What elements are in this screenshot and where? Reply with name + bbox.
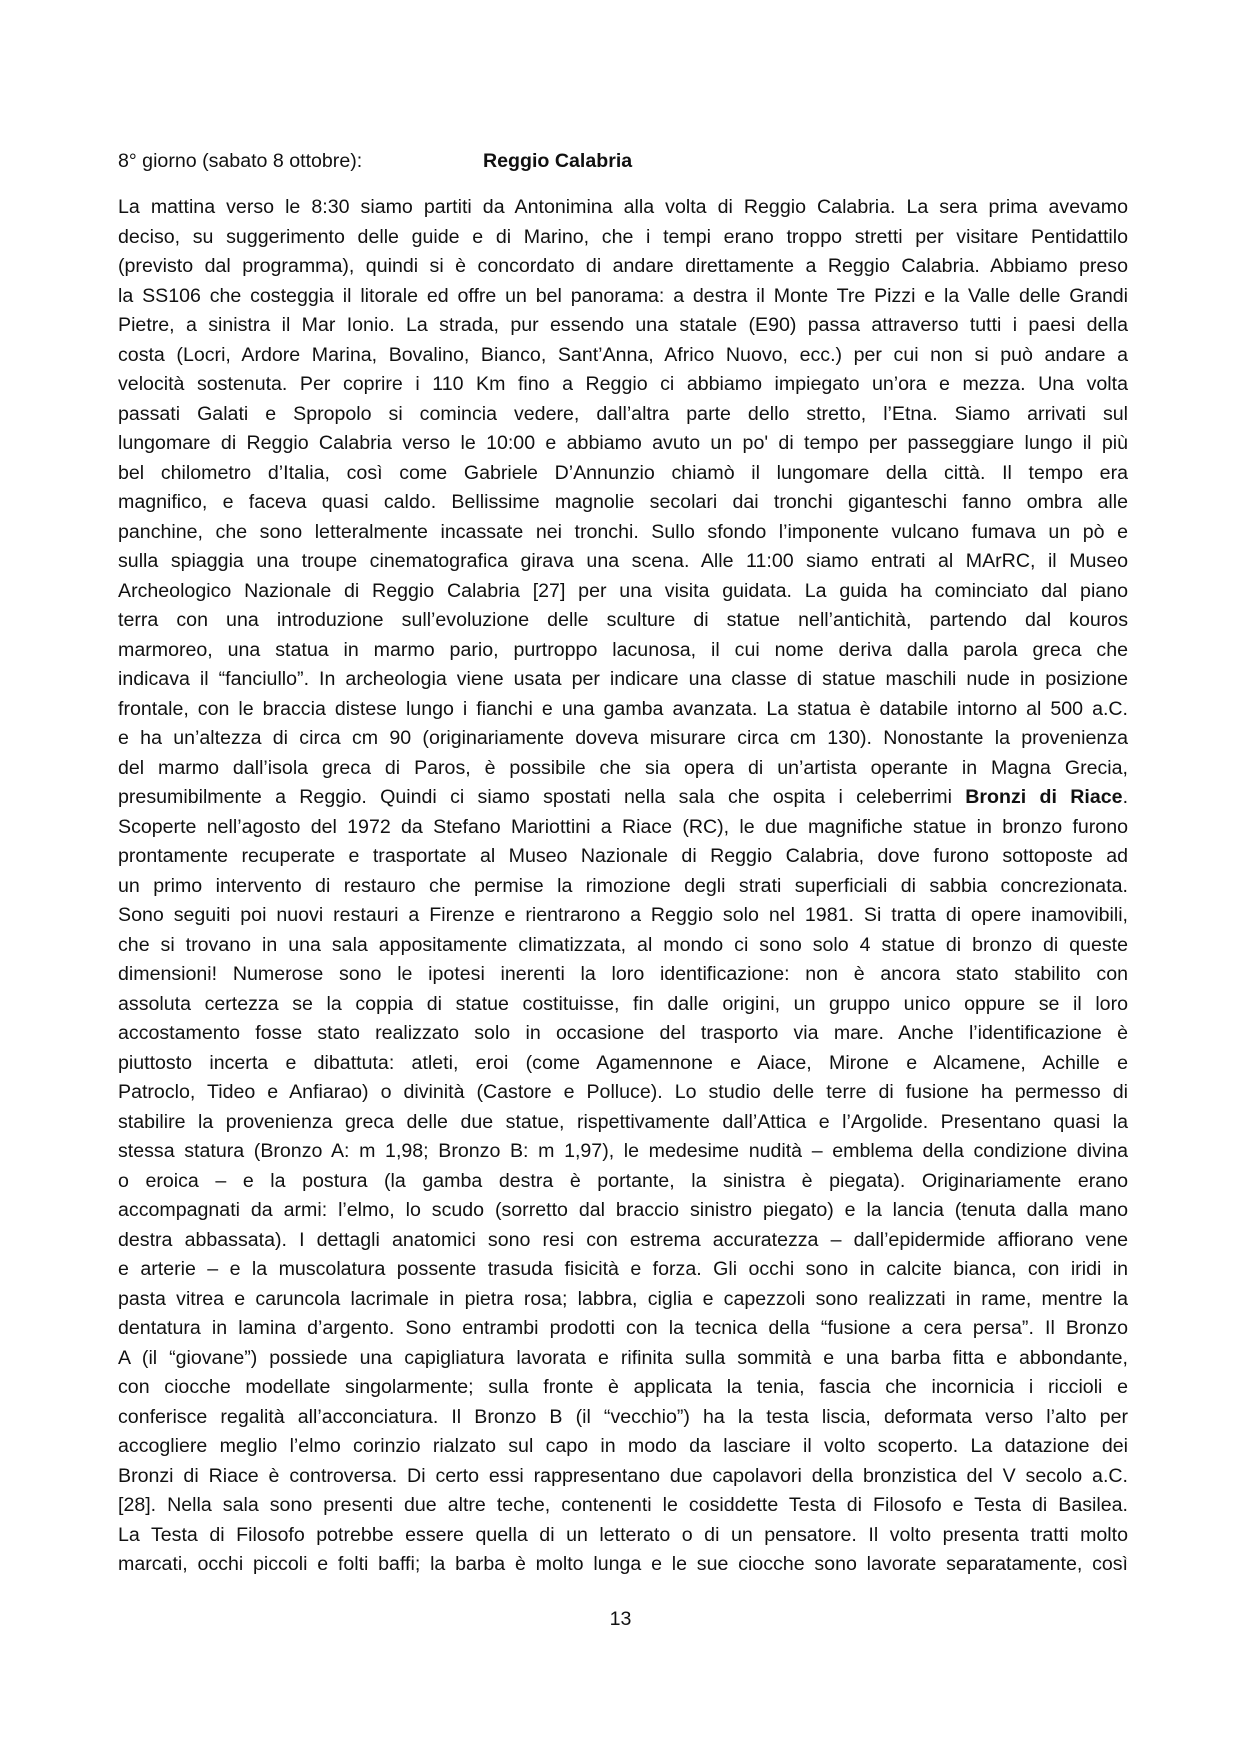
text-line-content: accogliere meglio l’elmo corinzio rialzato sul capo in modo da lasciare il volto scoperto. La datazione dei bbox=[118, 1435, 1128, 1457]
text-line bbox=[118, 1550, 1128, 1580]
text-line-content: terra con una introduzione sull’evoluzione delle sculture di statue nell’antichità, partendo dal kouros bbox=[118, 609, 1128, 631]
text-line-content: panchine, che sono letteralmente incassate nei tronchi. Sullo sfondo l’imponente vulcano fumava un pò e bbox=[118, 520, 1128, 543]
text-line bbox=[118, 1403, 1128, 1433]
text-line-content: marmoreo, una statua in marmo pario, purtroppo lacunosa, il cui nome deriva dalla parola greca che bbox=[118, 638, 1128, 661]
text-line bbox=[118, 1167, 1128, 1197]
text-line bbox=[118, 842, 1128, 872]
text-line-content: (previsto dal programma), quindi si è concordato di andare direttamente a Reggio Calabria. Abbiamo preso bbox=[118, 255, 1128, 277]
text-line bbox=[118, 1137, 1128, 1167]
text-line-content: Patroclo, Tideo e Anfiarao) o divinità (Castore e Polluce). Lo studio delle terre di fusione ha permesso di bbox=[118, 1081, 1128, 1103]
text-line bbox=[118, 1521, 1128, 1551]
text-line-content: velocità sostenuta. Per coprire i 110 Km fino a Reggio ci abbiamo impiegato un’ora e mezza. Una volta bbox=[118, 373, 1128, 395]
text-line bbox=[118, 695, 1128, 725]
text-line-content: stabilire la provenienza greca delle due statue, rispettivamente dall’Attica e l’Argolide. Presentano quasi la bbox=[118, 1110, 1128, 1133]
text-line-content: pasta vitrea e caruncola lacrimale in pietra rosa; labbra, ciglia e capezzoli sono realizzati in rame, mentre la bbox=[118, 1287, 1128, 1310]
text-line-content: accompagnati da armi: l’elmo, lo scudo (sorretto dal braccio sinistro piegato) e la lancia (tenuta dalla mano bbox=[118, 1199, 1128, 1221]
text-line-content: [28]. Nella sala sono presenti due altre teche, contenenti le cosiddette Testa di Filosofo e Testa di Basilea. bbox=[118, 1494, 1128, 1516]
text-line bbox=[118, 1373, 1128, 1403]
text-line bbox=[118, 282, 1128, 312]
bold-term-suffix: . bbox=[1122, 786, 1129, 808]
text-line bbox=[118, 193, 1128, 223]
text-line bbox=[118, 636, 1128, 666]
text-line bbox=[118, 813, 1128, 843]
text-line-content: prontamente recuperate e trasportate al Museo Nazionale di Reggio Calabria, dove furono sottoposte ad bbox=[118, 845, 1128, 867]
text-line-content: costa (Locri, Ardore Marina, Bovalino, Bianco, Sant’Anna, Africo Nuovo, ecc.) per cui non si può andare a bbox=[118, 343, 1128, 366]
text-line bbox=[118, 606, 1128, 636]
text-line-content: stessa statura (Bronzo A: m 1,98; Bronzo B: m 1,97), le medesime nudità – emblema della condizione divina bbox=[118, 1140, 1128, 1162]
text-line bbox=[118, 547, 1128, 577]
bold-term: Bronzi di Riace bbox=[965, 786, 1123, 808]
text-line bbox=[118, 370, 1128, 400]
text-line bbox=[118, 1285, 1128, 1315]
text-line-content: e ha un’altezza di circa cm 90 (originariamente doveva misurare circa cm 130). Nonostante la provenienza bbox=[118, 727, 1128, 749]
text-line-content: La Testa di Filosofo potrebbe essere quella di un letterato o di un pensatore. Il volto presenta tratti molto bbox=[118, 1523, 1128, 1546]
text-line-content: accostamento fosse stato realizzato solo in occasione del trasporto via mare. Anche l’identificazione è bbox=[118, 1022, 1128, 1044]
text-line bbox=[118, 311, 1128, 341]
text-line bbox=[118, 1226, 1128, 1256]
day-place: Reggio Calabria bbox=[483, 150, 633, 172]
text-line-content: conferisce regalità all’acconciatura. Il Bronzo B (il “vecchio”) ha la testa liscia, deformata verso l’alto per bbox=[118, 1405, 1128, 1428]
text-line bbox=[118, 1019, 1128, 1049]
text-line-content: o eroica – e la postura (la gamba destra è portante, la sinistra è piegata). Originariamente erano bbox=[118, 1169, 1128, 1192]
text-line-content: presumibilmente a Reggio. Quindi ci siamo spostati nella sala che ospita i celeberrimi bbox=[118, 786, 966, 808]
text-line bbox=[118, 901, 1128, 931]
text-line-content: piuttosto incerta e dibattuta: atleti, eroi (come Agamennone e Aiace, Mirone e Alcamene, Achille e bbox=[118, 1051, 1128, 1074]
text-line bbox=[118, 518, 1128, 548]
text-line-content: sulla spiaggia una troupe cinematografica girava una scena. Alle 11:00 siamo entrati al MArRC, il Museo bbox=[118, 550, 1128, 572]
text-line bbox=[118, 1078, 1128, 1108]
text-line-content: indicava il “fanciullo”. In archeologia viene usata per indicare una classe di statue maschili nude in posizione bbox=[118, 668, 1128, 690]
text-line bbox=[118, 1196, 1128, 1226]
text-line-content: La mattina verso le 8:30 siamo partiti da Antonimina alla volta di Reggio Calabria. La sera prima avevamo bbox=[118, 196, 1128, 218]
text-line bbox=[118, 724, 1128, 754]
text-line bbox=[118, 488, 1128, 518]
text-line bbox=[118, 1344, 1128, 1374]
text-line bbox=[118, 1491, 1128, 1521]
text-line-content: bel chilometro d’Italia, così come Gabriele D’Annunzio chiamò il lungomare della città. Il tempo era bbox=[118, 461, 1128, 484]
text-line-content: deciso, su suggerimento delle guide e di Marino, che i tempi erano troppo stretti per visitare Pentidattilo bbox=[118, 225, 1128, 248]
text-line bbox=[118, 1255, 1128, 1285]
text-line bbox=[118, 459, 1128, 489]
text-line bbox=[118, 1049, 1128, 1079]
text-line bbox=[118, 400, 1128, 430]
text-line-content: A (il “giovane”) possiede una capigliatura lavorata e rifinita sulla sommità e una barba fitta e abbondante, bbox=[118, 1346, 1128, 1369]
text-line-content: frontale, con le braccia distese lungo i fianchi e una gamba avanzata. La statua è databile intorno al 500 a.C. bbox=[118, 697, 1128, 720]
text-line bbox=[118, 1462, 1128, 1492]
text-line-content: marcati, occhi piccoli e folti baffi; la barba è molto lunga e le sue ciocche sono lavorate separatamente, così bbox=[118, 1553, 1128, 1575]
text-line bbox=[118, 931, 1128, 961]
text-line bbox=[118, 754, 1128, 784]
text-line-content: passati Galati e Spropolo si comincia vedere, dall’altra parte dello stretto, l’Etna. Siamo arrivati sul bbox=[118, 402, 1128, 425]
body-paragraph bbox=[118, 193, 1128, 1580]
text-line-content: magnifico, e faceva quasi caldo. Bellissime magnolie secolari dai tronchi giganteschi fanno ombra alle bbox=[118, 491, 1128, 513]
text-line-content: e arterie – e la muscolatura possente trasuda fisicità e forza. Gli occhi sono in calcite bianca, con iridi in bbox=[118, 1258, 1128, 1280]
text-line-content: Archeologico Nazionale di Reggio Calabria [27] per una visita guidata. La guida ha cominciato dal piano bbox=[118, 579, 1128, 602]
text-line-content: con ciocche modellate singolarmente; sulla fronte è applicata la tenia, fascia che incornicia i riccioli e bbox=[118, 1376, 1128, 1398]
text-line bbox=[118, 341, 1128, 371]
text-line bbox=[118, 783, 1128, 813]
text-line bbox=[118, 252, 1128, 282]
text-line bbox=[118, 872, 1128, 902]
text-line bbox=[118, 665, 1128, 695]
text-line-content: dimensioni! Numerose sono le ipotesi inerenti la loro identificazione: non è ancora stato stabilito con bbox=[118, 963, 1128, 985]
text-line-content: del marmo dall’isola greca di Paros, è possibile che sia opera di un’artista operante in Magna Grecia, bbox=[118, 756, 1128, 779]
text-line bbox=[118, 1432, 1128, 1462]
text-line-content: Bronzi di Riace è controversa. Di certo essi rappresentano due capolavori della bronzistica del V secolo a.C. bbox=[118, 1464, 1128, 1487]
day-date: 8° giorno (sabato 8 ottobre): bbox=[118, 150, 363, 172]
text-line-content: lungomare di Reggio Calabria verso le 10:00 e abbiamo avuto un po' di tempo per passeggiare lungo il più bbox=[118, 432, 1128, 454]
text-line-content: destra abbassata). I dettagli anatomici sono resi con estrema accuratezza – dall’epidermide affiorano vene bbox=[118, 1228, 1128, 1251]
text-line-content: la SS106 che costeggia il litorale ed offre un bel panorama: a destra il Monte Tre Pizzi e la Valle delle Grandi bbox=[118, 284, 1128, 307]
text-line bbox=[118, 990, 1128, 1020]
text-line-content: Pietre, a sinistra il Mar Ionio. La strada, pur essendo una statale (E90) passa attraverso tutti i paesi della bbox=[118, 314, 1128, 336]
text-line bbox=[118, 1314, 1128, 1344]
text-line-content: dentatura in lamina d’argento. Sono entrambi prodotti con la tecnica della “fusione a cera persa”. Il Bronzo bbox=[118, 1317, 1128, 1339]
text-line-content: che si trovano in una sala appositamente climatizzata, al mondo ci sono solo 4 statue di bronzo di queste bbox=[118, 933, 1128, 956]
text-line bbox=[118, 577, 1128, 607]
text-line bbox=[118, 429, 1128, 459]
text-line-content: Sono seguiti poi nuovi restauri a Firenze e rientrarono a Reggio solo nel 1981. Si tratta di opere inamovibili, bbox=[118, 904, 1128, 926]
text-line bbox=[118, 1108, 1128, 1138]
page-number: 13 bbox=[609, 1608, 632, 1630]
text-line bbox=[118, 223, 1128, 253]
text-line-content: Scoperte nell’agosto del 1972 da Stefano Mariottini a Riace (RC), le due magnifiche statue in bronzo furono bbox=[118, 815, 1128, 838]
text-line-content: un primo intervento di restauro che permise la rimozione degli strati superficiali di sabbia concrezionata. bbox=[118, 874, 1128, 897]
text-line-content: assoluta certezza se la coppia di statue costituisse, fin dalle origini, un gruppo unico oppure se il loro bbox=[118, 992, 1128, 1015]
text-line bbox=[118, 960, 1128, 990]
